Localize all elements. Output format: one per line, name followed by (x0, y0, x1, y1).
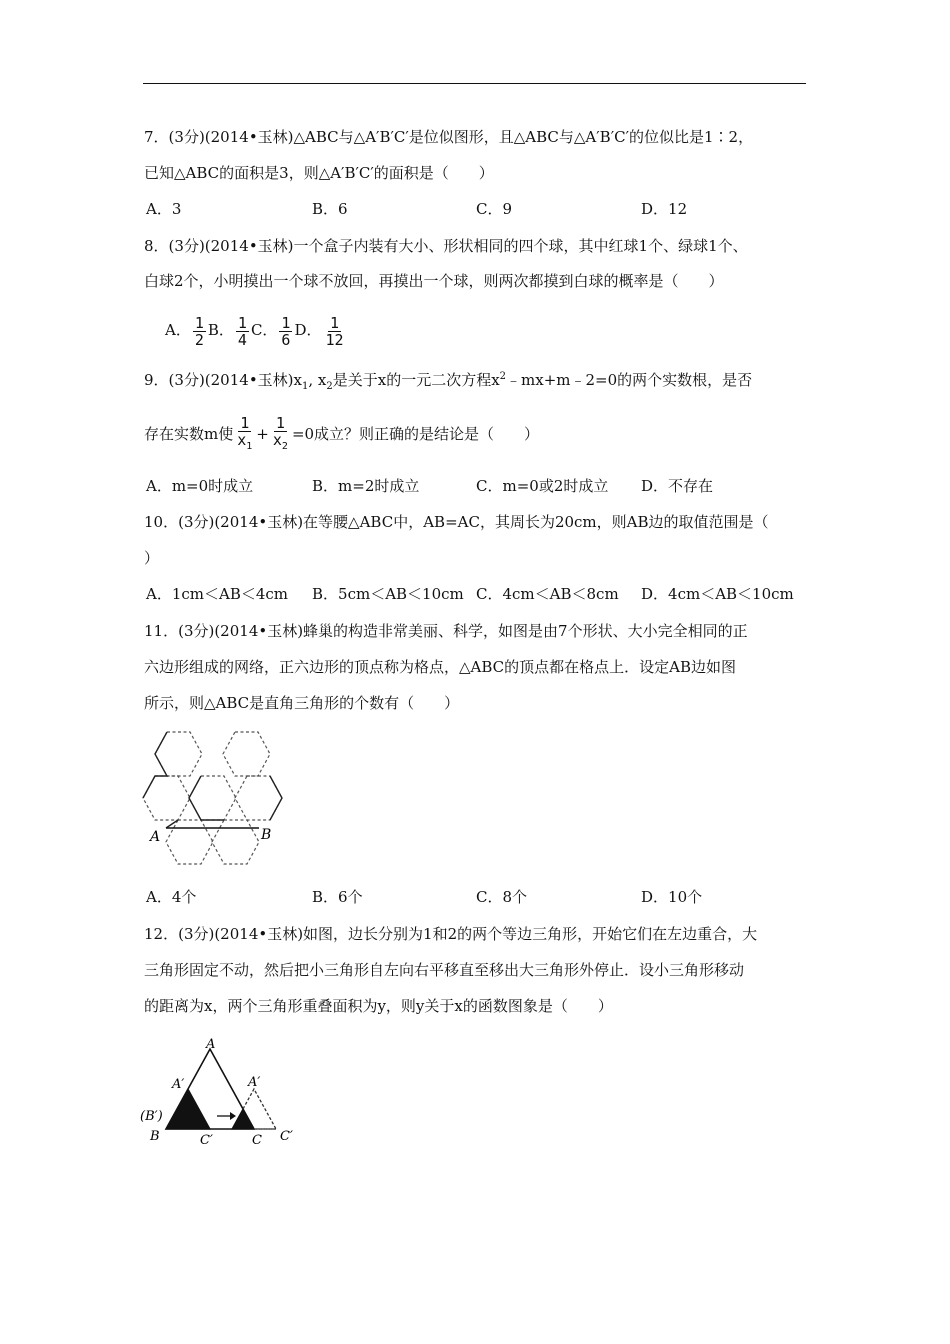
q9-line1: 9．(3分)(2014•玉林)$x_1$, $x_2$是关于x的一元二次方程$x^2﹣mx+m﹣2=0$的两个实数根，是否 (144, 371, 753, 392)
q7-line2: 已知△ABC的面积是3，则△A′B′C′的面积是（ ） (144, 164, 494, 182)
q8-label-b: B． (207, 321, 234, 339)
q9-fraction-1: $\frac{1}{x_1}$ (237, 414, 253, 452)
q7-option-d: D．12 (641, 200, 688, 218)
q8-fraction-b: $\frac{1}{4}$ (237, 313, 247, 349)
q10-option-c: C．4cm＜AB＜8cm (476, 585, 619, 603)
arrow-right-icon (230, 1112, 236, 1120)
q9-option-c: C．m=0或2时成立 (476, 477, 609, 495)
label-b: B (150, 1129, 160, 1144)
q10-option-d: D．4cm＜AB＜10cm (641, 585, 794, 603)
solid-edge-center (189, 776, 224, 820)
solid-edge-right (270, 776, 282, 820)
q8-label-d: D． (294, 321, 322, 339)
label-b: B (261, 827, 272, 843)
overlap-region (232, 1109, 254, 1129)
q11-option-d: D．10个 (641, 888, 703, 906)
hexagon-center (189, 776, 236, 820)
q11-option-b: B．6个 (312, 888, 363, 906)
q12-line3: 的距离为x，两个三角形重叠面积为y，则y关于x的函数图象是（ ） (144, 997, 613, 1015)
q8-fraction-c: $\frac{1}{6}$ (281, 313, 291, 349)
q8-options-row (165, 310, 348, 350)
q8-label-c: C． (250, 321, 278, 339)
solid-edge-top-left (143, 732, 167, 798)
label-a-prime-right: A′ (248, 1075, 261, 1090)
q11-line3: 所示，则△ABC是直角三角形的个数有（ ） (144, 694, 460, 712)
q9-option-a: A．m=0时成立 (146, 477, 254, 495)
q10-line2: ） (144, 549, 160, 567)
q10-line1: 10．(3分)(2014•玉林)在等腰△ABC中，AB=AC，其周长为20cm，则AB边的取值范围是（ (144, 513, 769, 531)
label-a-prime-left: A′ (172, 1077, 185, 1092)
q9-option-d: D．不存在 (641, 477, 714, 495)
q12-line2: 三角形固定不动，然后把小三角形自左向右平移直至移出大三角形外停止．设小三角形移动 (144, 961, 745, 979)
q11-option-a: A．4个 (146, 888, 197, 906)
q7-line1: 7．(3分)(2014•玉林)△ABC与△A′B′C′是位似图形，且△ABC与△A′B′C′的位似比是1∶2， (144, 128, 754, 146)
q7-option-c: C．9 (476, 200, 513, 218)
q11-line1: 11．(3分)(2014•玉林)蜂巢的构造非常美丽、科学，如图是由7个形状、大小完全相同的正 (144, 622, 748, 640)
q8-line2: 白球2个，小明摸出一个球不放回，再摸出一个球，则两次都摸到白球的概率是（ ） (144, 272, 724, 290)
solid-edge-a (166, 820, 178, 828)
hexagon-top-right (223, 732, 270, 776)
hexagon-mid-right (235, 776, 282, 820)
q11-line2: 六边形组成的网络，正六边形的顶点称为格点，△ABC的顶点都在格点上．设定AB边如图 (144, 658, 737, 676)
q8-fraction-d: $\frac{1}{12}$ (325, 313, 344, 349)
q7-option-b: B．6 (312, 200, 348, 218)
label-a: A (150, 829, 161, 845)
header-rule (143, 83, 806, 84)
hexagon-top-left (155, 732, 202, 776)
hexagon-bottom-right (212, 820, 259, 864)
label-a: A (206, 1037, 216, 1052)
q7-option-a: A．3 (146, 200, 182, 218)
honeycomb-figure (140, 728, 290, 870)
q12-line1: 12．(3分)(2014•玉林)如图，边长分别为1和2的两个等边三角形，开始它们在左边重合，大 (144, 925, 758, 943)
hexagon-mid-left (143, 776, 190, 820)
label-c-prime-mid: C′ (200, 1133, 213, 1148)
label-b-prime: (B′) (140, 1109, 163, 1124)
small-triangle-start (166, 1089, 210, 1129)
q8-fraction-a: $\frac{1}{2}$ (194, 313, 204, 349)
q8-line1: 8．(3分)(2014•玉林)一个盒子内装有大小、形状相同的四个球，其中红球1个、绿球1个、 (144, 237, 748, 255)
hexagon-bottom-left (166, 820, 213, 864)
q9-line2: 存在实数m使 $\frac{1}{x_1}$ + $\frac{1}{x_2}$ =0成立？则正确的是结论是（ ） (144, 412, 539, 456)
label-c-prime-right: C′ (280, 1129, 293, 1144)
triangles-figure (138, 1036, 308, 1148)
q10-option-a: A．1cm＜AB＜4cm (146, 585, 289, 603)
q10-option-b: B．5cm＜AB＜10cm (312, 585, 464, 603)
q8-label-a: A． (165, 321, 191, 339)
label-c: C (252, 1133, 262, 1148)
q9-fraction-2: $\frac{1}{x_2}$ (272, 414, 288, 452)
q11-option-c: C．8个 (476, 888, 528, 906)
q9-option-b: B．m=2时成立 (312, 477, 420, 495)
